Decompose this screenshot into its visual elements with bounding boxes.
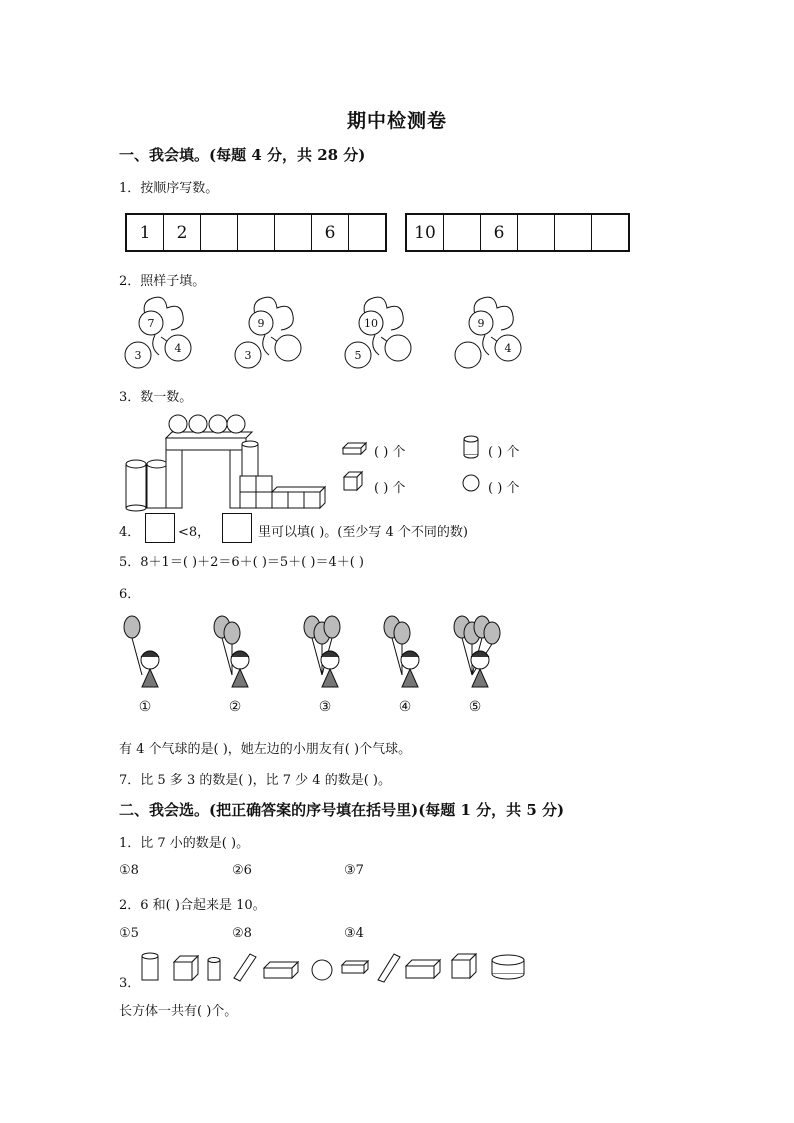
flower-1 <box>125 297 191 368</box>
number-row-left-cell: 6 <box>312 214 349 251</box>
q5-text: 5．8＋1＝( )＋2＝6＋( )＝5＋( )＝4＋( ) <box>119 555 365 570</box>
s2-q2-text: 2．6 和( )合起来是 10。 <box>119 898 266 913</box>
block-structure-illustration <box>120 412 330 512</box>
flower-diagrams <box>115 295 535 370</box>
q4-text: 里可以填( )。(至少写 4 个不同的数) <box>258 525 468 540</box>
number-row-left-cell[interactable] <box>238 214 275 251</box>
number-row-right-cell[interactable] <box>444 214 481 251</box>
q4-answer-box[interactable] <box>145 513 175 543</box>
q4-number: 4． <box>119 525 141 540</box>
number-row-left-cell: 2 <box>164 214 201 251</box>
flower-top-number: 9 <box>257 317 265 330</box>
balloon <box>394 622 410 644</box>
q2-label: 2．照样子填。 <box>119 274 206 289</box>
q6-label: 6． <box>119 587 141 602</box>
kid-label: ⑤ <box>468 699 482 715</box>
number-row-left <box>125 213 387 252</box>
flower-left-number: 3 <box>134 349 142 362</box>
q3-label: 3．数一数。 <box>119 390 193 405</box>
number-row-right-cell: 6 <box>481 214 518 251</box>
kid-2 <box>214 616 249 715</box>
s2-q1-option-2[interactable]: ②6 <box>232 863 252 878</box>
kid-3 <box>304 616 340 715</box>
number-row-right <box>405 213 630 252</box>
count-cuboid-blank[interactable]: ( ) 个 <box>374 445 406 460</box>
flower-top-number: 9 <box>477 317 485 330</box>
number-row-right-cell[interactable] <box>518 214 555 251</box>
q4-answer-box-2[interactable] <box>222 513 252 543</box>
number-row-left-cell[interactable] <box>201 214 238 251</box>
s2-q2-option-1[interactable]: ①5 <box>119 926 139 941</box>
count-cube-blank[interactable]: ( ) 个 <box>374 481 406 496</box>
flower-top-number: 10 <box>364 317 378 330</box>
q6-text: 有 4 个气球的是( )，她左边的小朋友有( )个气球。 <box>119 742 412 757</box>
q4-less-than: <8， <box>178 525 211 540</box>
balloon <box>224 622 240 644</box>
count-sphere-blank[interactable]: ( ) 个 <box>488 481 520 496</box>
s2-q3-label: 3． <box>119 976 141 991</box>
kid-label: ① <box>138 699 152 715</box>
s2-q1-option-1[interactable]: ①8 <box>119 863 139 878</box>
s2-q3-text: 长方体一共有( )个。 <box>119 1004 238 1019</box>
s2-q2-option-3[interactable]: ③4 <box>344 926 364 941</box>
flower-3 <box>345 297 411 368</box>
s2-q1-text: 1．比 7 小的数是( )。 <box>119 836 250 851</box>
flower-right-number: 4 <box>174 342 182 355</box>
number-row-left-cell[interactable] <box>349 214 387 251</box>
number-row-left-cell: 1 <box>126 214 164 251</box>
balloon-kids-illustration <box>115 615 505 720</box>
number-row-left-cell[interactable] <box>275 214 312 251</box>
kid-label: ② <box>228 699 242 715</box>
flower-left-number: 3 <box>244 349 252 362</box>
q1-label: 1．按顺序写数。 <box>119 181 219 196</box>
balloon <box>484 622 500 644</box>
number-row-right-cell[interactable] <box>555 214 592 251</box>
kid-label: ③ <box>318 699 332 715</box>
s2-q2-option-2[interactable]: ②8 <box>232 926 252 941</box>
flower-right-number: 4 <box>504 342 512 355</box>
kid-1 <box>124 616 159 715</box>
flower-2 <box>235 297 301 368</box>
section1-heading: 一、我会填。(每题 4 分，共 28 分) <box>119 146 366 164</box>
page-title: 期中检测卷 <box>346 110 447 132</box>
section2-heading: 二、我会选。(把正确答案的序号填在括号里)(每题 1 分，共 5 分) <box>119 801 565 819</box>
solid-shapes-row <box>136 948 531 986</box>
kid-label: ④ <box>398 699 412 715</box>
s2-q1-option-3[interactable]: ③7 <box>344 863 364 878</box>
flower-left-number: 5 <box>354 349 362 362</box>
balloon <box>324 616 340 638</box>
flower-top-number: 7 <box>147 317 155 330</box>
q7-text: 7．比 5 多 3 的数是( )，比 7 少 4 的数是( )。 <box>119 773 391 788</box>
flower-4 <box>455 297 521 368</box>
count-cylinder-blank[interactable]: ( ) 个 <box>488 445 520 460</box>
number-row-right-cell[interactable] <box>592 214 630 251</box>
kid-4 <box>384 616 419 715</box>
number-row-right-cell: 10 <box>406 214 444 251</box>
count-shape-icons-left <box>340 435 370 495</box>
count-shape-icons-right <box>460 433 484 493</box>
balloon <box>124 616 140 638</box>
kid-5 <box>454 616 500 715</box>
